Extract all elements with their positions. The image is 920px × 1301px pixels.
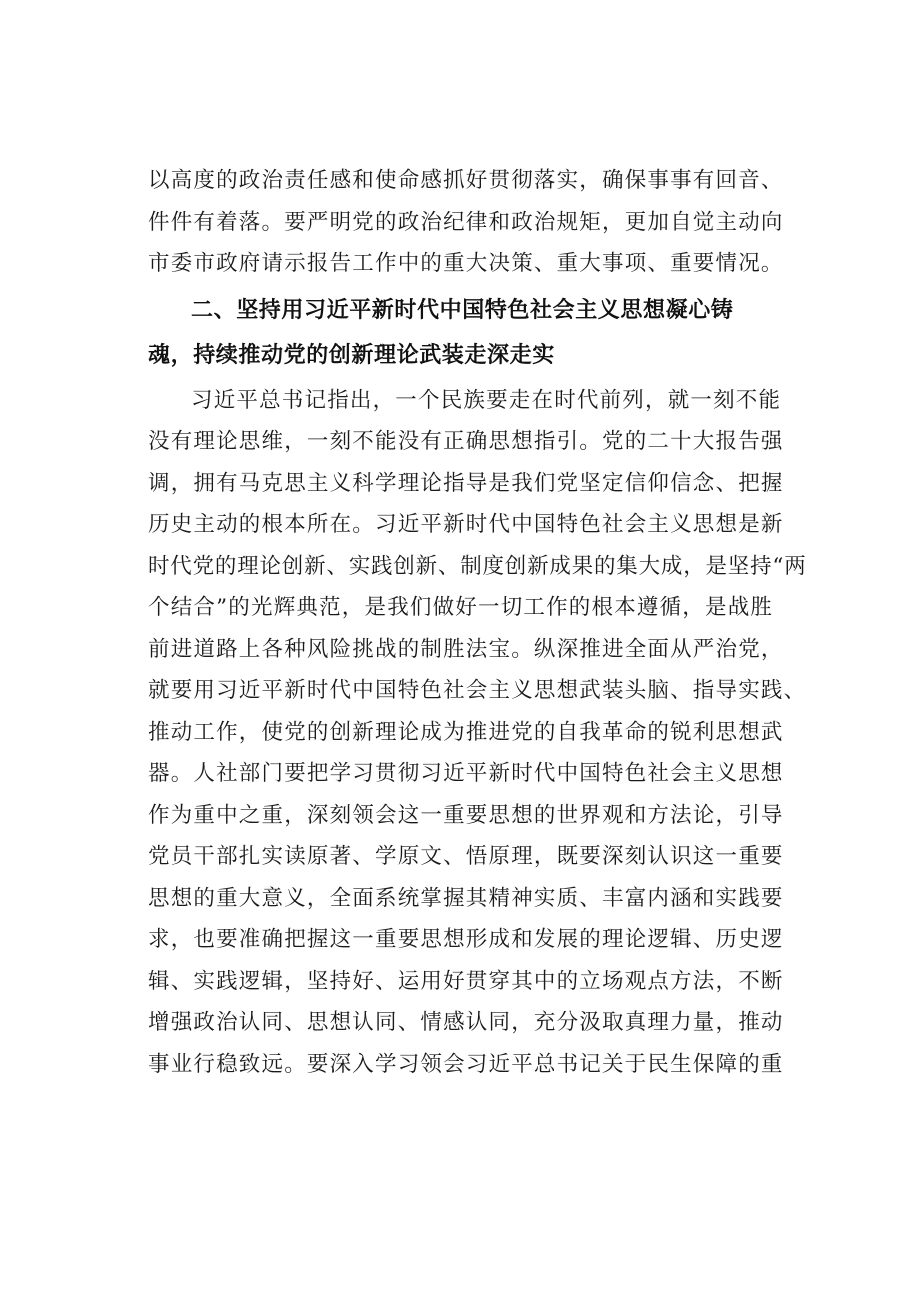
body-line-10: 器。人社部门要把学习贯彻习近平新时代中国特色社会主义思想 [148,761,784,786]
body-line-12: 党员干部扎实读原著、学原文、悟原理，既要深刻认识这一重要 [148,844,784,869]
intro-paragraph [148,160,808,285]
body-paragraph [148,380,808,1086]
body-line-1: 习近平总书记指出，一个民族要走在时代前列，就一刻不能 [191,387,782,413]
body-line-8: 就要用习近平新时代中国特色社会主义思想武装头脑、指导实践、 [148,678,807,703]
body-line-6: 个结合”的光辉典范，是我们做好一切工作的根本遵循，是战胜 [148,595,774,620]
document-body [148,160,808,1085]
body-line-14: 求，也要准确把握这一重要思想形成和发展的理论逻辑、历史逻 [148,927,784,952]
body-line-5: 时代党的理论创新、实践创新、制度创新成果的集大成，是坚持“两 [148,553,807,579]
body-line-11: 作为重中之重，深刻领会这一重要思想的世界观和方法论，引导 [148,802,784,828]
body-line-16: 增强政治认同、思想认同、情感认同，充分汲取真理力量，推动 [148,1010,784,1035]
body-line-3: 调，拥有马克思主义科学理论指导是我们党坚定信仰信念、把握 [148,470,784,496]
body-line-13: 思想的重大意义，全面系统掌握其精神实质、丰富内涵和实践要 [148,885,784,911]
body-line-17: 事业行稳致远。要深入学习领会习近平总书记关于民生保障的重 [148,1051,784,1077]
body-line-2: 没有理论思维，一刻不能没有正确思想指引。党的二十大报告强 [148,429,784,454]
intro-line-3: 市委市政府请示报告工作中的重大决策、重大事项、重要情况。 [148,251,784,276]
body-line-15: 辑、实践逻辑，坚持好、运用好贯穿其中的立场观点方法，不断 [148,968,784,994]
section-heading-line-1: 二、坚持用习近平新时代中国特色社会主义思想凝心铸 [191,297,734,323]
body-line-7: 前进道路上各种风险挑战的制胜法宝。纵深推进全面从严治党， [148,636,784,662]
section-heading [148,288,808,378]
intro-line-1: 以高度的政治责任感和使命感抓好贯彻落实，确保事事有回音、 [148,168,784,193]
section-heading-line-2: 魂，持续推动党的创新理论武装走深走实 [148,342,555,368]
body-line-9: 推动工作，使党的创新理论成为推进党的自我革命的锐利思想武 [148,719,784,745]
intro-line-2: 件件有着落。要严明党的政治纪律和政治规矩，更加自觉主动向 [148,209,784,235]
body-line-4: 历史主动的根本所在。习近平新时代中国特色社会主义思想是新 [148,512,784,537]
